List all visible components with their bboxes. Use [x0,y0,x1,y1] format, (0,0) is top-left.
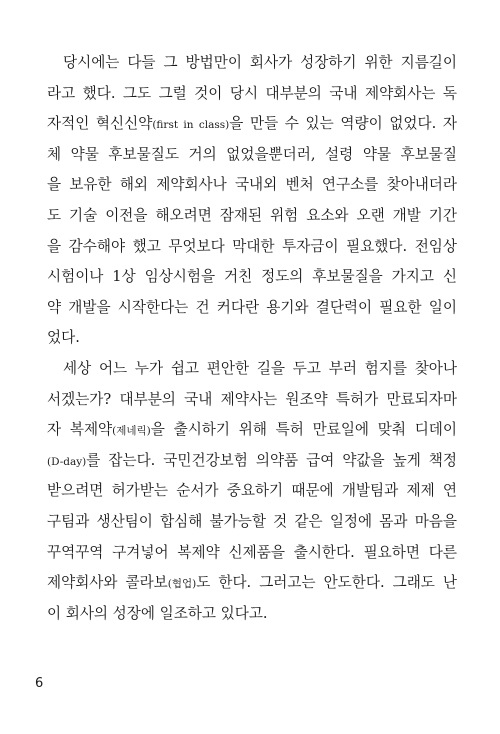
line-text: 을 감수해야 했고 무엇보다 막대한 투자금이 필요했다. 전임상 [47,237,457,255]
line-text: 었다. [47,329,80,347]
annotation-text: (협업) [167,578,197,591]
line-text: 이 회사의 성장에 일조하고 있다고. [47,604,268,622]
line-text: 받으려면 허가받는 순서가 중요하기 때문에 개발팀과 제제 연 [47,482,457,500]
text-line [47,446,457,477]
text-line [47,476,457,507]
text-line [47,79,457,110]
line-text: 체 약물 후보물질도 거의 없었을뿐더러, 설령 약물 후보물질 [47,145,457,163]
text-line [47,140,457,171]
line-text: 당시에는 다들 그 방법만이 회사가 성장하기 위한 지름길이 [63,54,457,71]
text-line [47,293,457,324]
text-line [47,323,457,354]
text-line [47,170,457,201]
text-line [47,385,457,416]
line-text: 시험이나 1상 임상시험을 거친 정도의 후보물질을 가지고 신 [47,268,457,286]
text-line [47,599,457,630]
line-text: 을 출시하기 위해 특허 만료일에 맞춰 디데이 [150,421,457,439]
annotation-text: (first in class) [152,119,230,132]
text-line [47,354,457,385]
line-text: 도 기술 이전을 해오려면 잠재된 위험 요소와 오랜 개발 기간 [47,206,457,224]
line-text: 제약회사와 콜라보 [47,574,168,592]
text-line [47,201,457,232]
text-line [47,538,457,569]
line-text: 자 복제약 [47,421,113,439]
line-text: 세상 어느 누가 쉽고 편안한 길을 두고 부러 험지를 찾아나 [63,359,457,377]
line-text: 구팀과 생산팀이 합심해 불가능할 것 같은 일정에 몸과 마음을 [47,512,457,530]
line-text: 를 잡는다. 국민건강보험 의약품 급여 약값을 높게 책정 [86,451,457,469]
line-text: 도 한다. 그러고는 안도한다. 그래도 난 [196,574,457,592]
annotation-text: (D-day) [47,455,87,468]
text-line [47,262,457,293]
body-text [47,48,457,629]
line-text: 라고 했다. 그도 그럴 것이 당시 대부분의 국내 제약회사는 독 [47,84,457,102]
paragraph [47,48,457,354]
paragraph [47,354,457,629]
line-text: 서겠는가? 대부분의 국내 제약사는 원조약 특허가 만료되자마 [47,390,457,408]
line-text: 꾸역꾸역 구겨넣어 복제약 신제품을 출시한다. 필요하면 다른 [47,543,457,561]
annotation-text: (제네릭) [112,425,151,438]
text-line [47,568,457,599]
text-line [47,109,457,140]
text-line [47,232,457,263]
page-number: 6 [35,676,44,691]
text-line [47,48,457,79]
line-text: 약 개발을 시작한다는 건 커다란 용기와 결단력이 필요한 일이 [47,298,457,316]
text-line [47,415,457,446]
line-text: 을 보유한 해외 제약회사나 국내외 벤처 연구소를 찾아내더라 [47,176,457,194]
line-text: 자적인 혁신신약 [47,115,153,133]
text-line [47,507,457,538]
line-text: 을 만들 수 있는 역량이 없었다. 자 [229,115,457,133]
